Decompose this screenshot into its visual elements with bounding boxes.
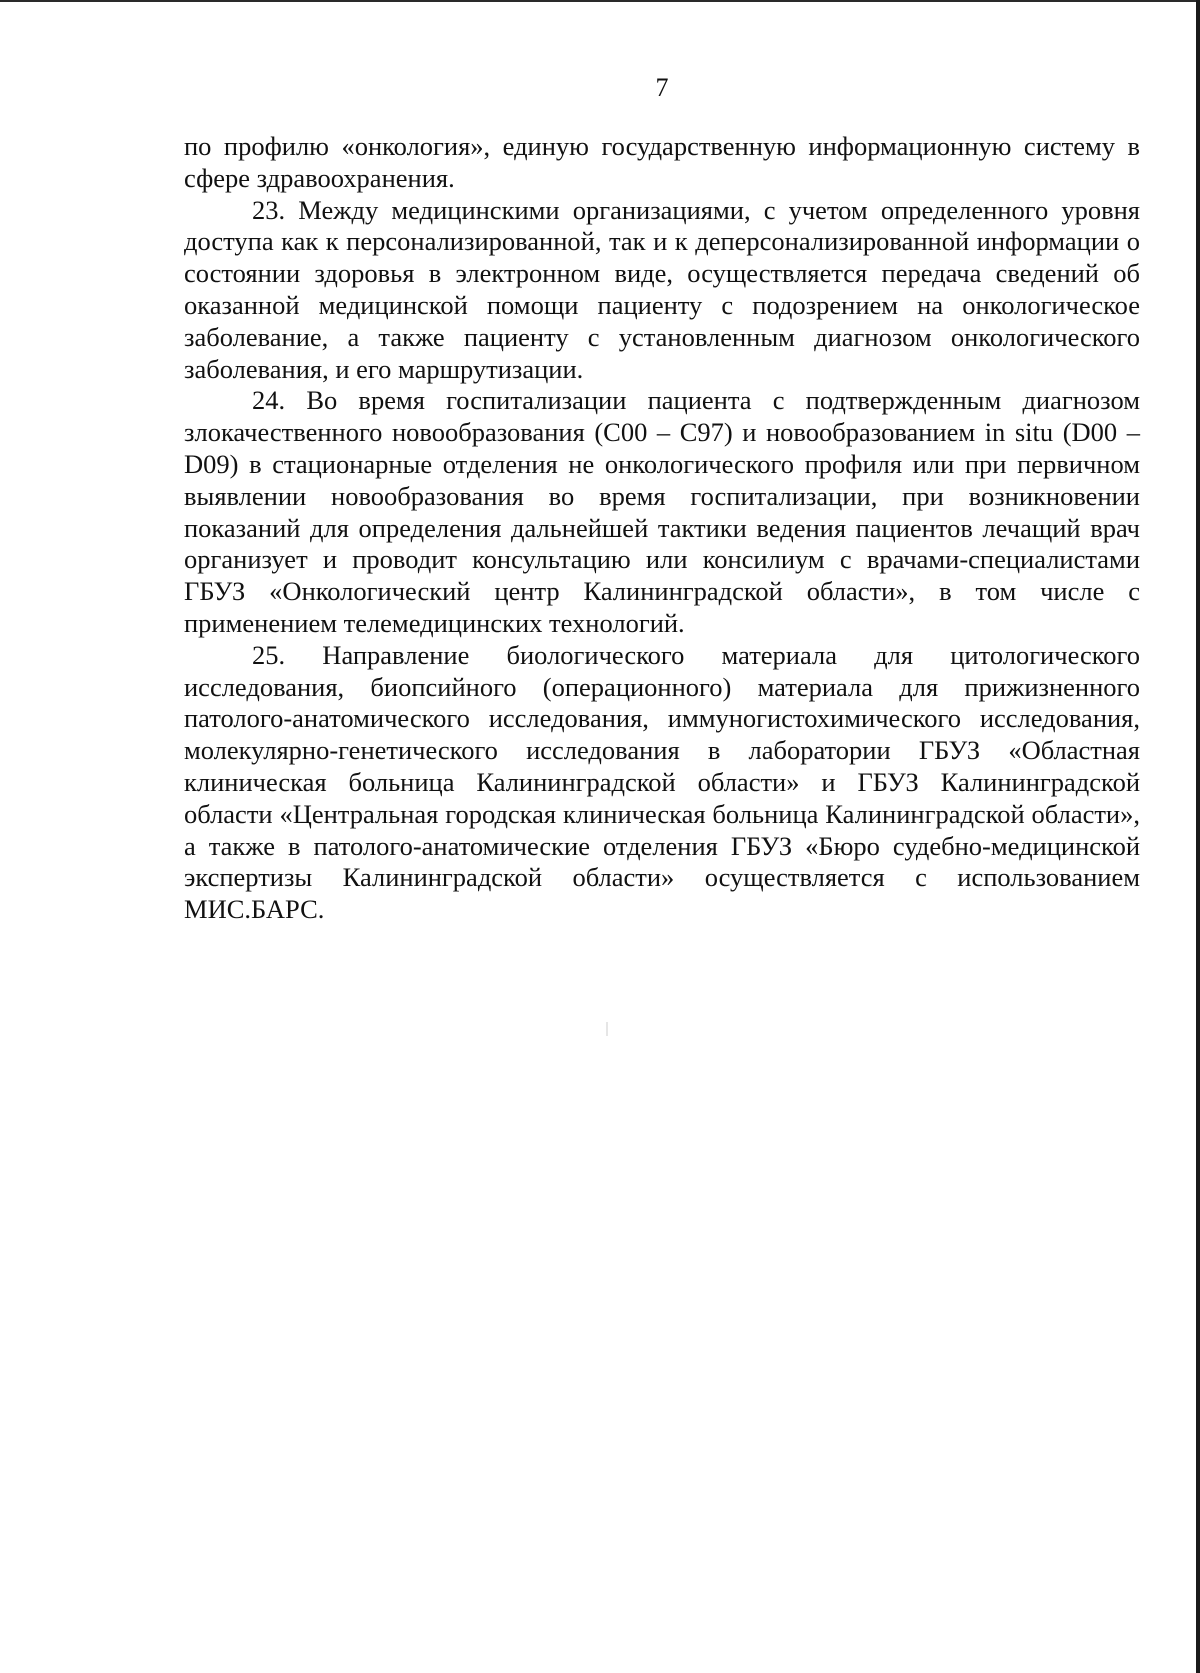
scan-border-right (1196, 0, 1200, 1673)
paragraph-item-24: 24. Во время госпитализации пациента с подтвержденным диагнозом злокачественного новообразования (С00 – С97) и новообразованием in situ (D00 – D09) в стационарные отделения не онкологического профиля или при первичном выявлении новообразования во время госпитализации, при возникновении показаний для определения дальнейшей тактики ведения пациентов лечащий врач организует и проводит консультацию или консилиум с врачами-специалистами ГБУЗ «Онкологический центр Калининградской области», в том числе с применением телемедицинских технологий. (184, 385, 1140, 638)
scan-border-top (0, 0, 1200, 2)
paragraph-item-25: 25. Направление биологического материала для цитологического исследования, биопсийного (операционного) материала для прижизненного патолого-анатомического исследования, иммуногистохимического исследования, молекулярно-генетического исследования в лаборатории ГБУЗ «Областная клиническая больница Калининградской области» и ГБУЗ Калининградской области «Центральная городская клиническая больница Калининградской области», а также в патолого-анатомические отделения ГБУЗ «Бюро судебно-медицинской экспертизы Калининградской области» осуществляется с использованием МИС.БАРС. (184, 639, 1140, 925)
paragraph-item-23: 23. Между медицинскими организациями, с учетом определенного уровня доступа как к персонализированной, так и к деперсонализированной информации о состоянии здоровья в электронном виде, осуществляется передача сведений об оказанной медицинской помощи пациенту с подозрением на онкологическое заболевание, а также пациенту с установленным диагнозом онкологического заболевания, и его маршрутизации. (184, 194, 1140, 384)
page-number: 7 (655, 73, 669, 102)
document-body (184, 131, 1140, 926)
scan-speck (606, 1022, 608, 1036)
paragraph-continuation: по профилю «онкология», единую государственную информационную систему в сфере здравоохранения. (184, 131, 1140, 193)
